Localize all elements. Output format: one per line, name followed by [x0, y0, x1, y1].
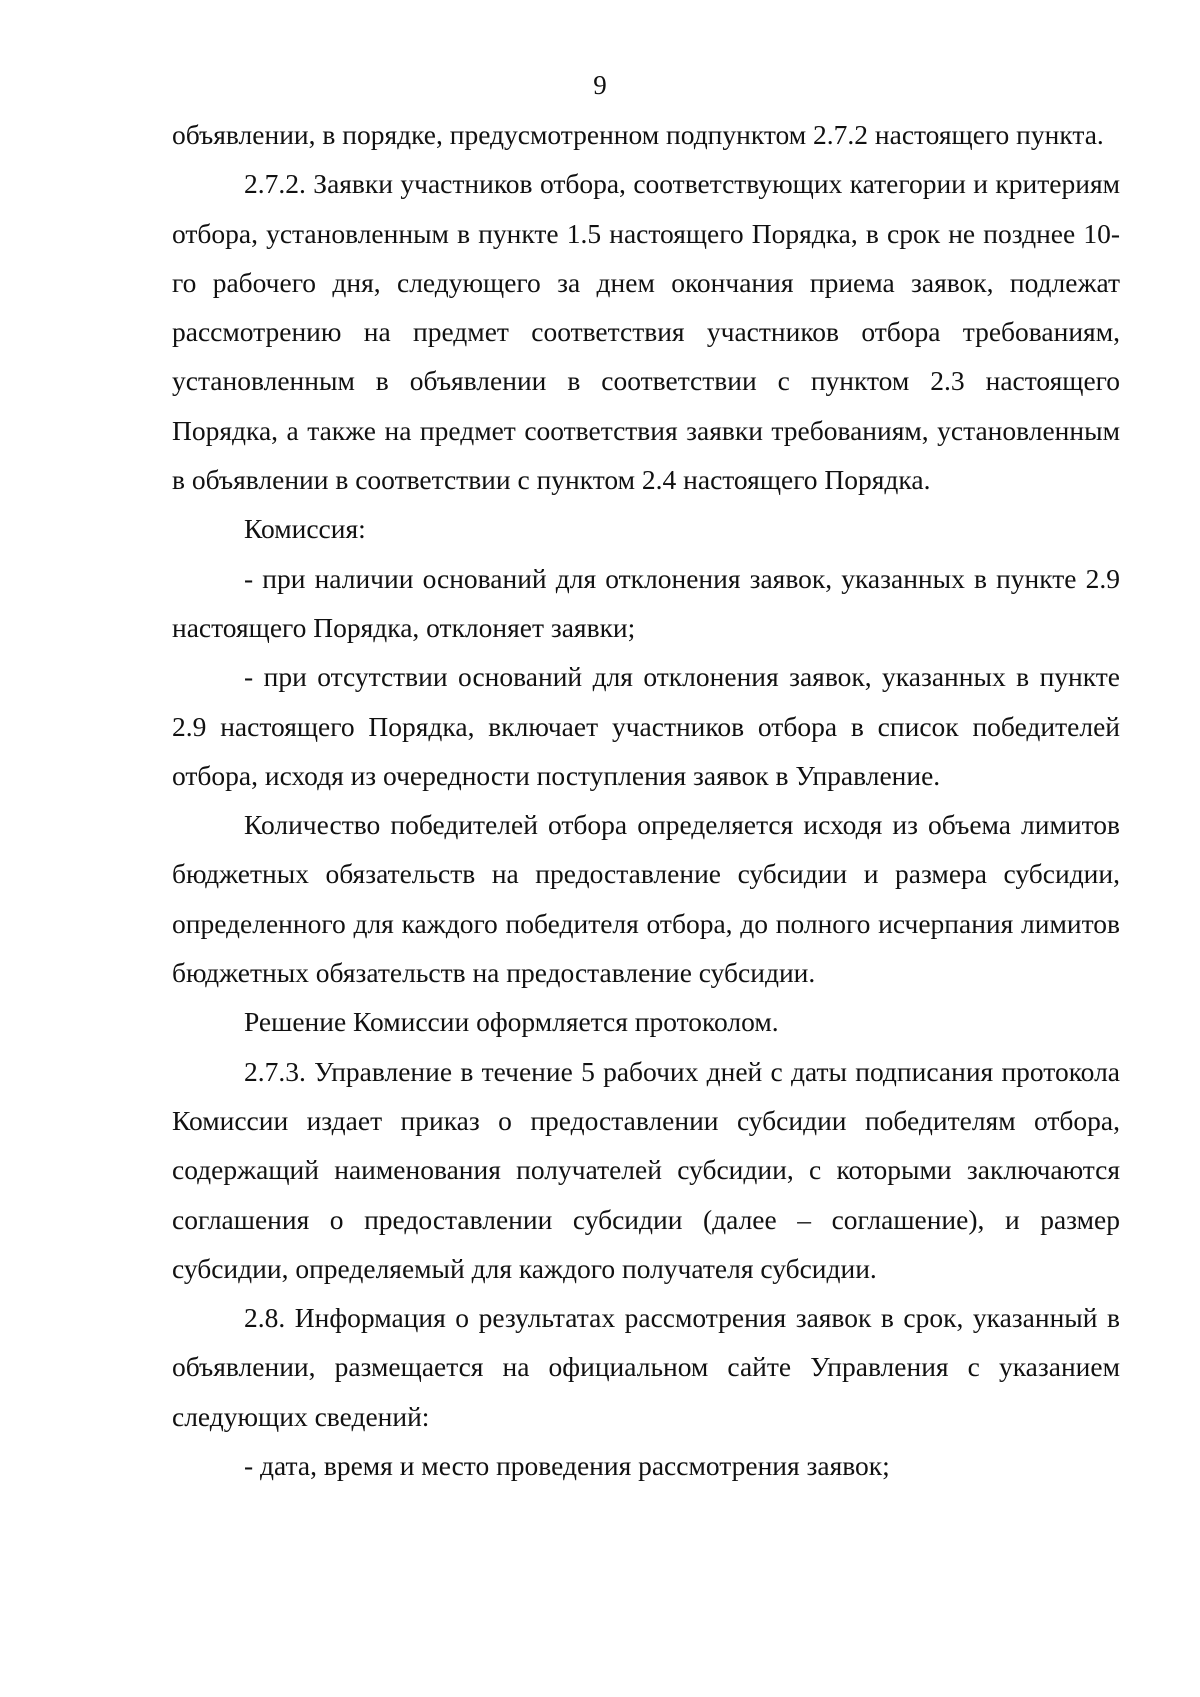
paragraph: Решение Комиссии оформляется протоколом.: [244, 1006, 779, 1038]
paragraph: 2.8. Информация о результатах рассмотрения заявок в срок, указанный в объявлении, размещается на официальном сайте Управления с указанием следующих сведений:: [172, 1302, 1120, 1432]
paragraph: Количество победителей отбора определяется исходя из объема лимитов бюджетных обязательств на предоставление субсидии и размера субсидии, определенного для каждого победителя отбора, до полного исчерпания лимитов бюджетных обязательств на предоставление субсидии.: [172, 809, 1120, 989]
paragraph: 2.7.3. Управление в течение 5 рабочих дней с даты подписания протокола Комиссии издает приказ о предоставлении субсидии победителям отбора, содержащий наименования получателей субсидии, с которыми заключаются соглашения о предоставлении субсидии (далее – соглашение), и размер субсидии, определяемый для каждого получателя субсидии.: [172, 1055, 1120, 1284]
paragraph: - при отсутствии оснований для отклонения заявок, указанных в пункте 2.9 настоящего Порядка, включает участников отбора в список победителей отбора, исходя из очередности поступления заявок в Управление.: [172, 661, 1120, 791]
paragraph: - при наличии оснований для отклонения заявок, указанных в пункте 2.9 настоящего Порядка, отклоняет заявки;: [172, 562, 1120, 643]
document-body: [172, 110, 1120, 1490]
paragraph: объявлении, в порядке, предусмотренном подпунктом 2.7.2 настоящего пункта.: [172, 119, 1104, 150]
paragraph: 2.7.2. Заявки участников отбора, соответствующих категории и критериям отбора, установленным в пункте 1.5 настоящего Порядка, в срок не позднее 10-го рабочего дня, следующего за днем окончания приема заявок, подлежат рассмотрению на предмет соответствия участников отбора требованиям, установленным в объявлении в соответствии с пунктом 2.3 настоящего Порядка, а также на предмет соответствия заявки требованиям, установленным в объявлении в соответствии с пунктом 2.4 настоящего Порядка.: [172, 168, 1120, 496]
page-number: 9: [593, 70, 607, 100]
paragraph: - дата, время и место проведения рассмотрения заявок;: [244, 1450, 890, 1482]
paragraph: Комиссия:: [244, 513, 366, 545]
